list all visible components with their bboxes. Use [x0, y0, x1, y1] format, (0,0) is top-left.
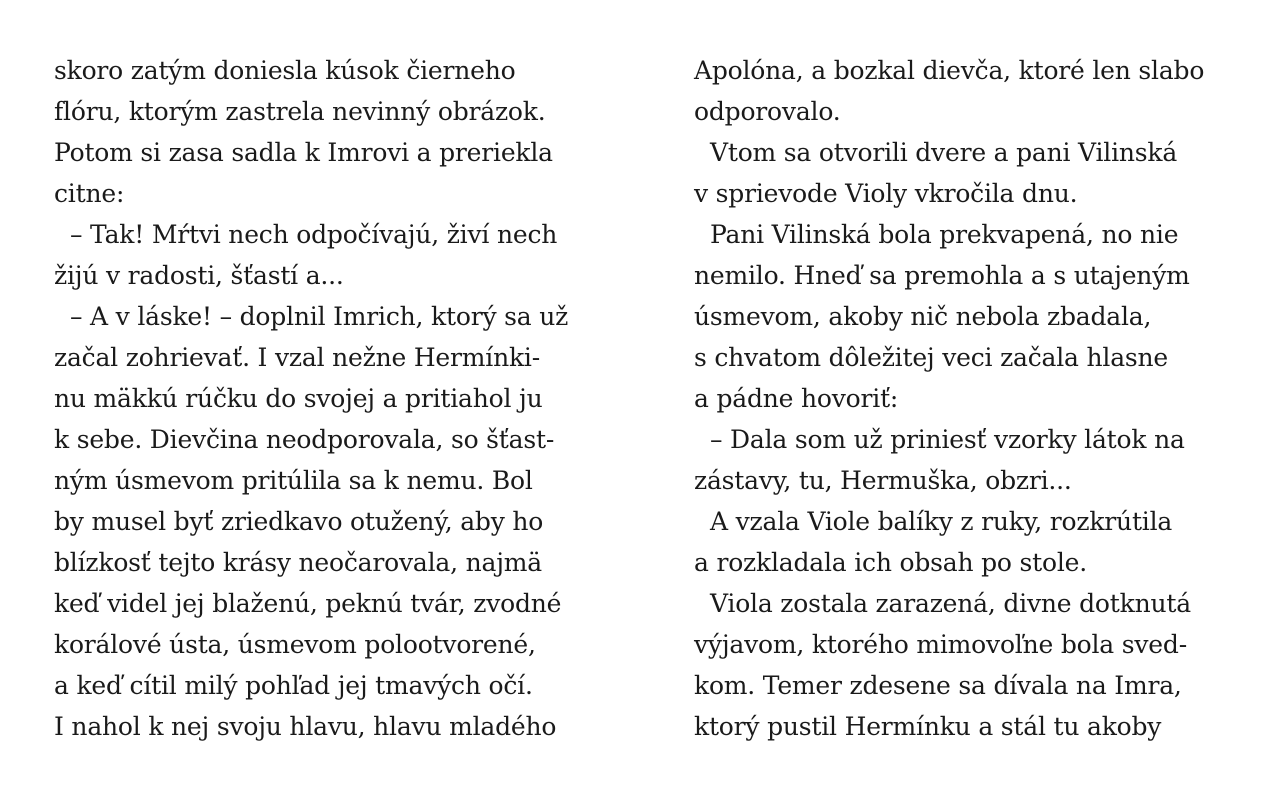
- right-page-line-10: – Dala som už priniesť vzorky látok na: [710, 425, 1185, 454]
- left-page-line-6: žijú v radosti, šťastí a...: [54, 261, 344, 290]
- left-page-line-12: by musel byť zriedkavo otužený, aby ho: [54, 507, 544, 536]
- left-page-line-5: – Tak! Mŕtvi nech odpočívajú, živí nech: [70, 220, 558, 249]
- left-page-line-7: – A v láske! – doplnil Imrich, ktorý sa už: [70, 302, 569, 331]
- right-page-line-2: odporovalo.: [694, 97, 841, 126]
- right-page-line-14: Viola zostala zarazená, divne dotknutá: [710, 589, 1191, 618]
- left-page-line-15: korálové ústa, úsmevom polootvorené,: [54, 630, 536, 659]
- right-page-line-5: Pani Vilinská bola prekvapená, no nie: [710, 220, 1179, 249]
- left-page-line-10: k sebe. Dievčina neodporovala, so šťast-: [54, 425, 555, 454]
- left-page-line-13: blízkosť tejto krásy neočarovala, najmä: [54, 548, 542, 577]
- right-page-line-4: v sprievode Violy vkročila dnu.: [694, 179, 1078, 208]
- right-page-line-9: a pádne hovoriť:: [694, 384, 899, 413]
- right-page-line-11: zástavy, tu, Hermuška, obzri...: [694, 466, 1072, 495]
- right-page-line-1: Apolóna, a bozkal dievča, ktoré len slabo: [694, 56, 1205, 85]
- right-page-line-3: Vtom sa otvorili dvere a pani Vilinská: [710, 138, 1178, 167]
- right-page-line-15: výjavom, ktorého mimovoľne bola sved-: [694, 630, 1187, 659]
- left-page-line-2: flóru, ktorým zastrela nevinný obrázok.: [54, 97, 546, 126]
- right-page-line-13: a rozkladala ich obsah po stole.: [694, 548, 1087, 577]
- right-page-line-6: nemilo. Hneď sa premohla a s utajeným: [694, 261, 1190, 290]
- left-page-line-8: začal zohrievať. I vzal nežne Hermínki-: [54, 343, 540, 372]
- left-page-line-14: keď videl jej blaženú, peknú tvár, zvodné: [54, 589, 562, 618]
- left-page-line-1: skoro zatým doniesla kúsok čierneho: [54, 56, 516, 85]
- right-page-line-12: A vzala Viole balíky z ruky, rozkrútila: [710, 507, 1173, 536]
- right-page-line-16: kom. Temer zdesene sa dívala na Imra,: [694, 671, 1182, 700]
- left-page-line-11: ným úsmevom pritúlila sa k nemu. Bol: [54, 466, 533, 495]
- left-page-line-16: a keď cítil milý pohľad jej tmavých očí.: [54, 671, 533, 700]
- left-page-line-4: citne:: [54, 179, 125, 208]
- right-page-line-8: s chvatom dôležitej veci začala hlasne: [694, 343, 1169, 372]
- left-page-line-17: I nahol k nej svoju hlavu, hlavu mladého: [54, 712, 557, 741]
- right-page: [694, 50, 1234, 747]
- left-page-line-9: nu mäkkú rúčku do svojej a pritiahol ju: [54, 384, 543, 413]
- right-page-line-17: ktorý pustil Hermínku a stál tu akoby: [694, 712, 1162, 741]
- right-page-line-7: úsmevom, akoby nič nebola zbadala,: [694, 302, 1152, 331]
- left-page: [54, 50, 594, 747]
- left-page-line-3: Potom si zasa sadla k Imrovi a preriekla: [54, 138, 553, 167]
